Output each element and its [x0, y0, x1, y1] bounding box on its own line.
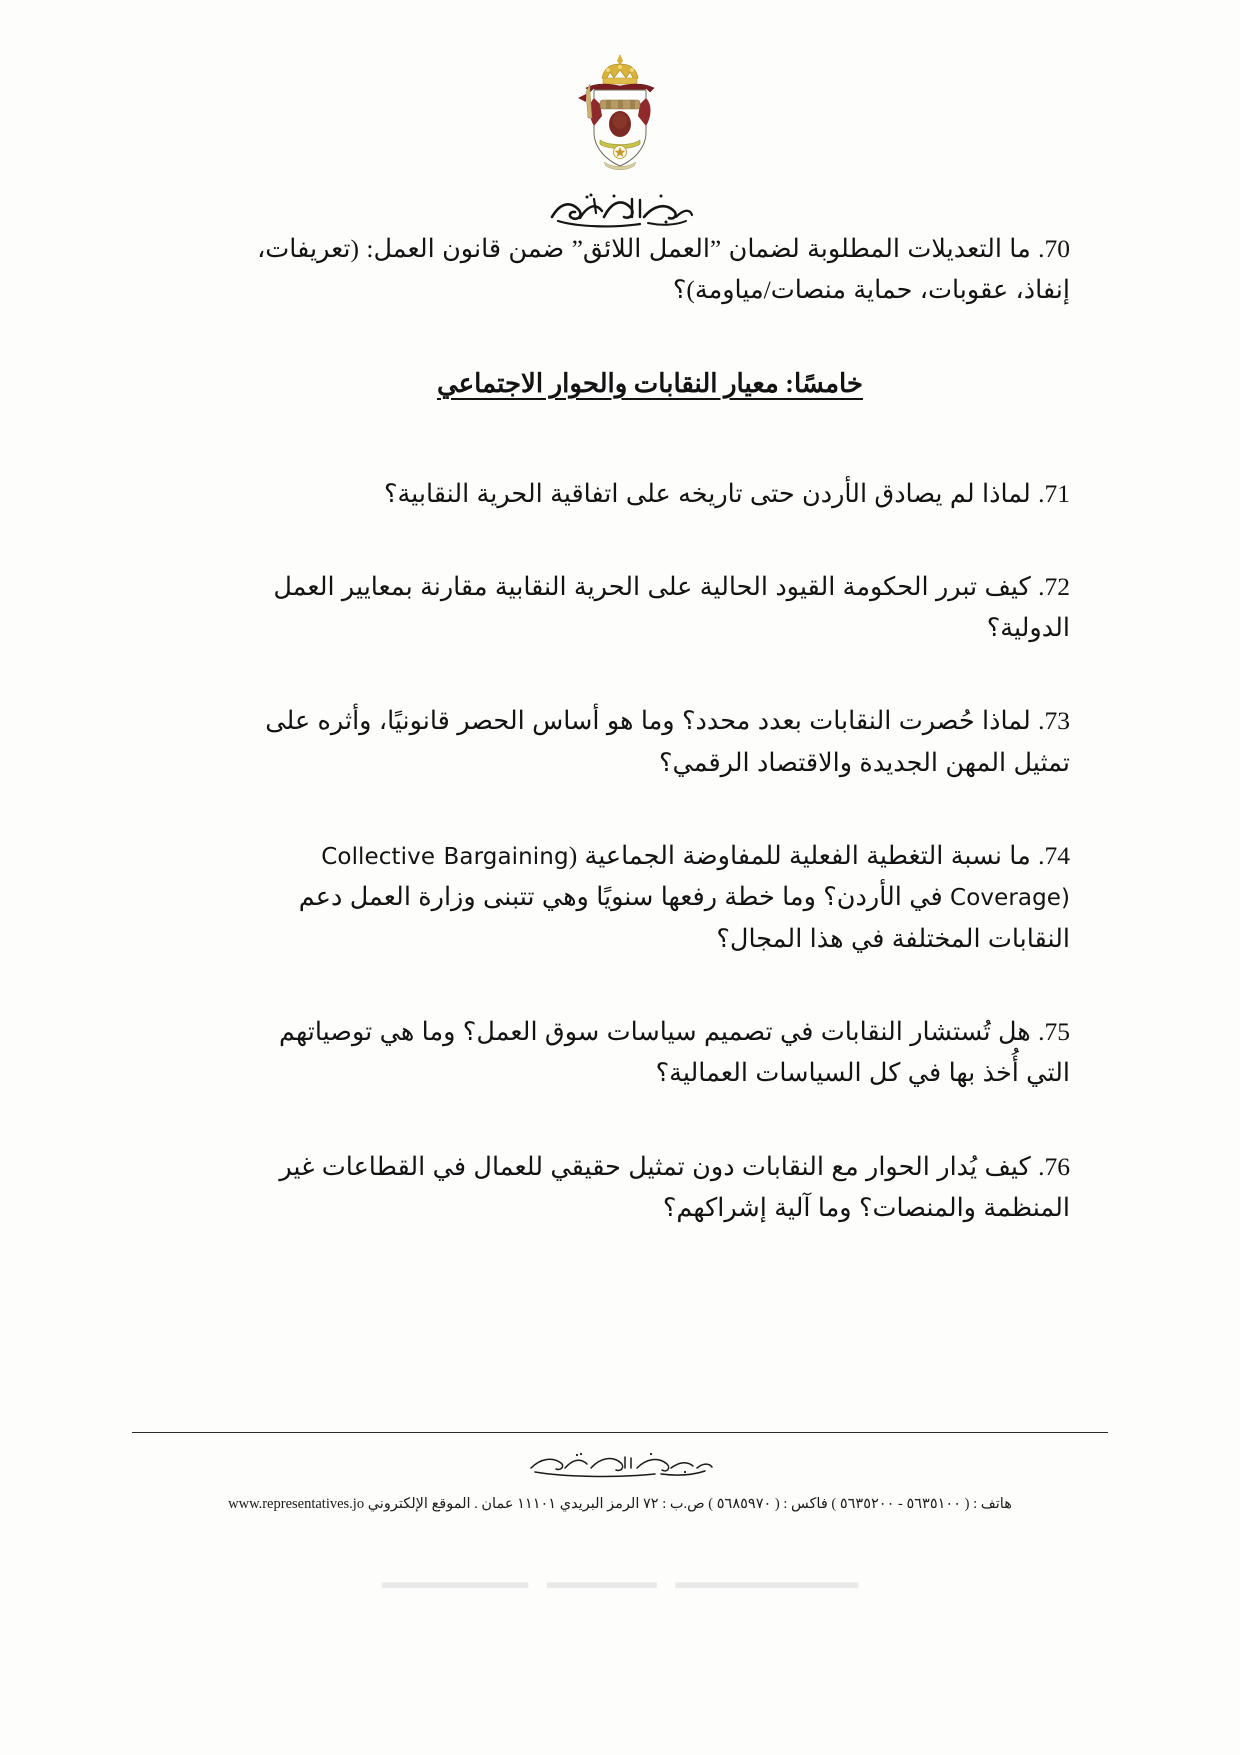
section-heading-unions: خامسًا: معيار النقابات والحوار الاجتماعي: [437, 368, 863, 398]
question-item-70: 70. ما التعديلات المطلوبة لضمان ”العمل اللائق” ضمن قانون العمل: (تعريفات، إنفاذ، عقوبات، حماية منصات/مياومة)؟: [257, 234, 1070, 305]
footer-divider: [132, 1432, 1108, 1433]
question-item-76: 76. كيف يُدار الحوار مع النقابات دون تمثيل حقيقي للعمال في القطاعات غير المنظمة والمنصات؟ وما آلية إشراكهم؟: [279, 1151, 1070, 1222]
question-item-74: [230, 835, 1070, 959]
footer-website-link[interactable]: www.representatives.jo: [228, 1496, 365, 1512]
footer-contact-text: هاتف : ( ٥٦٣٥١٠٠ - ٥٦٣٥٢٠٠ ) فاكس : ( ٥٦٨٥٩٧٠ ) ص.ب : ٧٢ الرمز البريدي ١١١٠١ عمان . الموقع الإلكتروني: [367, 1496, 1012, 1512]
jordan-coat-of-arms-emblem: [564, 48, 676, 180]
question-item-71: 71. لماذا لم يصادق الأردن حتى تاريخه على اتفاقية الحرية النقابية؟: [383, 478, 1070, 508]
question-item-72: 72. كيف تبرر الحكومة القيود الحالية على الحرية النقابية مقارنة بمعايير العمل الدولية؟: [273, 571, 1070, 643]
question-74-part-after: في الأردن؟ وما خطة رفعها سنويًا وهي تتبنى وزارة العمل دعم النقابات المختلفة في هذا المجال؟: [298, 882, 1070, 953]
question-74-part-before: 74. ما نسبة التغطية الفعلية للمفاوضة الجماعية (: [568, 841, 1070, 871]
footer-contact-line: [0, 1496, 1240, 1513]
letterhead: [0, 48, 1240, 232]
question-item-75: 75. هل تُستشار النقابات في تصميم سياسات سوق العمل؟ وما هي توصياتهم التي أُخذ بها في كل السياسات العمالية؟: [279, 1016, 1070, 1088]
footer-seal-calligraphy: [0, 1448, 1240, 1483]
question-item-73: 73. لماذا حُصرت النقابات بعدد محدد؟ وما هو أساس الحصر قانونيًا، وأثره على تمثيل المهن الجديدة والاقتصاد الرقمي؟: [265, 706, 1070, 777]
question-74-english-term: Collective Bargaining Coverage): [312, 844, 1070, 912]
scan-bleed-artifact: ــــــــــ ــــــ ــــــــ: [382, 1530, 858, 1603]
parliament-wordmark-calligraphy: [0, 186, 1240, 232]
questions-body: [230, 228, 1070, 1280]
